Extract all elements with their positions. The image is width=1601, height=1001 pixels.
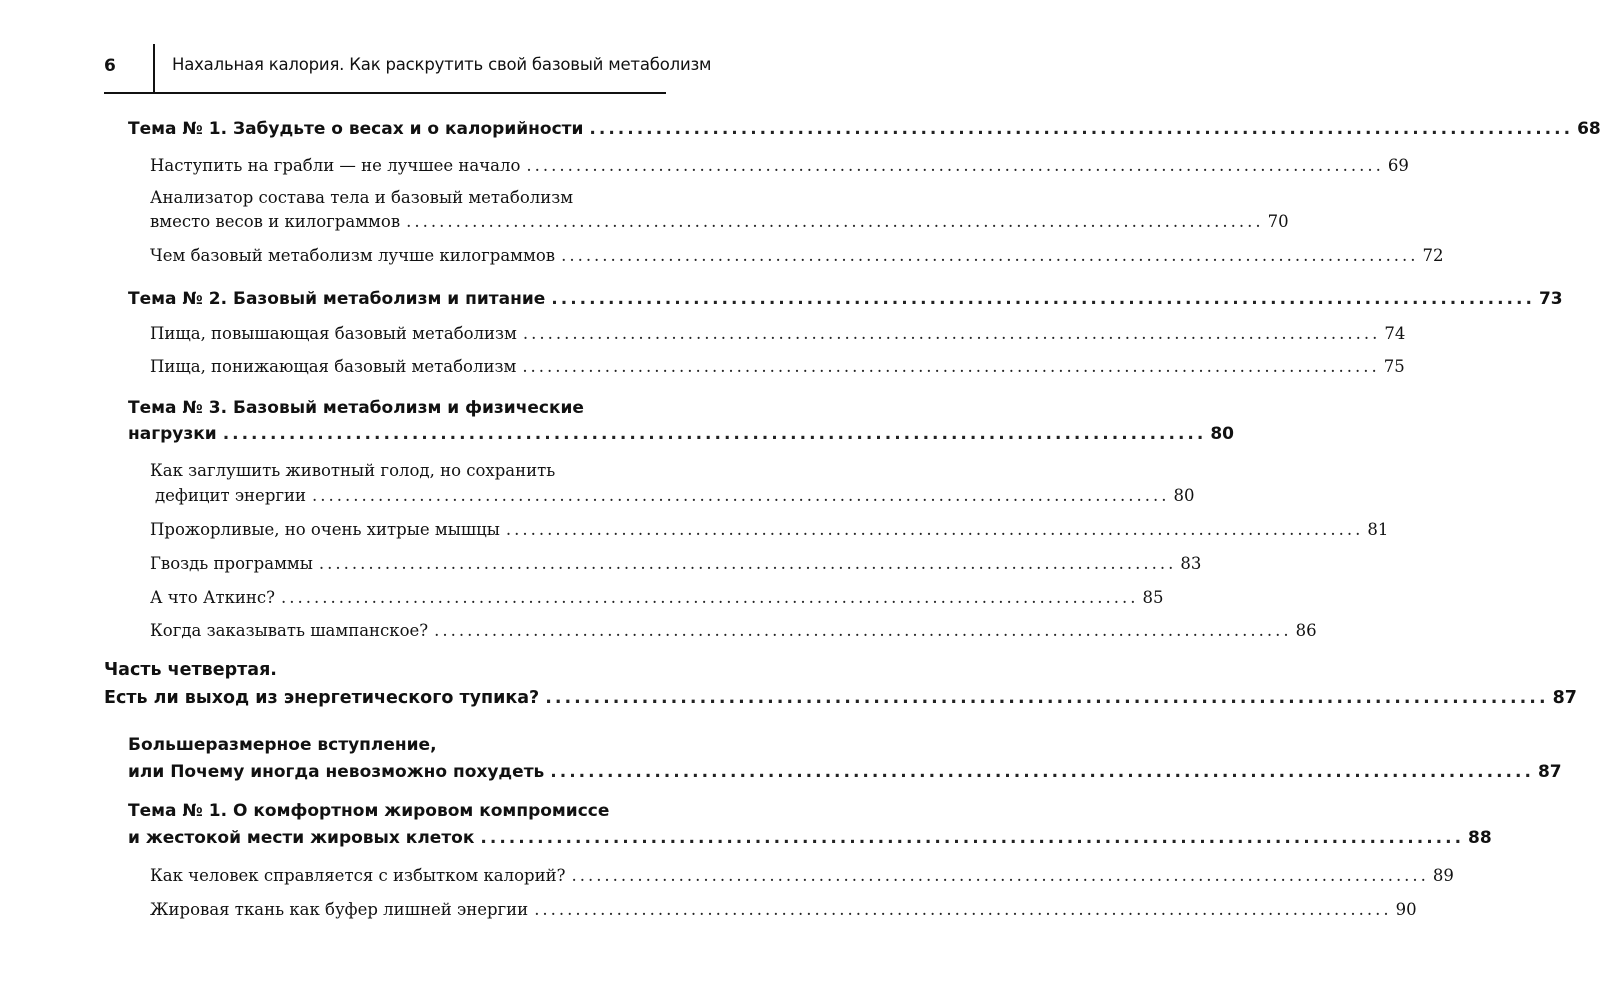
toc-page-number: 73 (1538, 289, 1563, 309)
toc-page-number: 89 (1432, 866, 1454, 885)
toc-page-number: 90 (1395, 900, 1417, 919)
toc-entry-title: вместо весов и килограммов (150, 212, 401, 231)
toc-entry-title: Тема № 2. Базовый метаболизм и питание (128, 289, 546, 309)
page-header (0, 0, 768, 100)
toc-entry-title-line1: Большеразмерное вступление, (128, 735, 437, 755)
leader-dots: ........................................................................................................ (589, 119, 1574, 139)
toc-subentry[interactable] (150, 900, 1417, 919)
leader-dots: ........................................................................................................ (534, 900, 1392, 919)
toc-entry-title: Прожорливые, но очень хитрые мышцы (150, 520, 500, 539)
header-rule (104, 92, 666, 94)
toc-subentry[interactable] (150, 324, 1406, 343)
leader-dots: ........................................................................................................ (550, 762, 1534, 782)
toc-entry-title: А что Аткинс? (150, 588, 275, 607)
toc-subentry[interactable] (150, 588, 1164, 607)
toc-topic[interactable] (128, 762, 1562, 782)
toc-subentry[interactable] (150, 357, 1405, 376)
toc-entry-title: Гвоздь программы (150, 554, 313, 573)
toc-entry-title-line1: Анализатор состава тела и базовый метаболизм (150, 188, 574, 207)
toc-entry-title: Наступить на грабли — не лучшее начало (150, 156, 521, 175)
toc-entry-title: и жестокой мести жировых клеток (128, 828, 475, 848)
toc-topic[interactable] (128, 828, 1492, 848)
leader-dots: ........................................................................................................ (522, 324, 1381, 343)
toc-subentry[interactable] (150, 246, 1444, 265)
toc-subentry[interactable] (150, 621, 1317, 640)
toc-entry-title-line1: Тема № 3. Базовый метаболизм и физические (128, 398, 584, 418)
toc-page-number: 83 (1180, 554, 1202, 573)
toc-page-number: 88 (1468, 828, 1492, 848)
leader-dots: ........................................................................................................ (561, 246, 1419, 265)
leader-dots: ........................................................................................................ (280, 588, 1139, 607)
toc-part-title-line1: Часть четвертая. (104, 660, 277, 680)
leader-dots: ........................................................................................................ (522, 357, 1380, 376)
toc-page-number: 81 (1367, 520, 1389, 539)
toc-entry-title-line1: Как заглушить животный голод, но сохранить (150, 461, 556, 480)
toc-page-number: 80 (1210, 424, 1234, 444)
toc-page-number: 69 (1387, 156, 1409, 175)
leader-dots: ........................................................................................................ (551, 289, 1535, 309)
toc-subentry[interactable] (155, 486, 1195, 505)
toc-page-number: 87 (1537, 762, 1562, 782)
toc-page-number: 87 (1552, 688, 1577, 708)
leader-dots: ........................................................................................................ (318, 554, 1177, 573)
leader-dots: ........................................................................................................ (545, 688, 1549, 708)
toc-entry-title: Жировая ткань как буфер лишней энергии (150, 900, 529, 919)
running-title: Нахальная калория. Как раскрутить свой базовый метаболизм (172, 55, 712, 74)
toc-entry-title: Когда заказывать шампанское? (150, 621, 429, 640)
toc-subentry[interactable] (150, 156, 1409, 175)
toc-entry-title: дефицит энергии (155, 486, 307, 505)
toc-entry-title-line1: Тема № 1. О комфортном жировом компромиссе (128, 801, 610, 821)
toc-subentry[interactable] (150, 554, 1202, 573)
leader-dots: ........................................................................................................ (480, 828, 1465, 848)
toc-page-number: 70 (1267, 212, 1289, 231)
leader-dots: ........................................................................................................ (222, 424, 1207, 444)
leader-dots: ........................................................................................................ (505, 520, 1364, 539)
toc-entry-title: Чем базовый метаболизм лучше килограммов (150, 246, 556, 265)
header-divider-vertical (153, 44, 155, 92)
leader-dots: ........................................................................................................ (312, 486, 1170, 505)
toc-page-number: 75 (1383, 357, 1405, 376)
toc-part[interactable] (104, 688, 1577, 708)
toc-entry-title: нагрузки (128, 424, 217, 444)
leader-dots: ........................................................................................................ (434, 621, 1292, 640)
toc-entry-title: или Почему иногда невозможно похудеть (128, 762, 545, 782)
toc-entry-title: Есть ли выход из энергетического тупика? (104, 688, 540, 708)
leader-dots: ........................................................................................................ (571, 866, 1429, 885)
toc-entry-title: Как человек справляется с избытком калорий? (150, 866, 566, 885)
toc-entry-title: Пища, повышающая базовый метаболизм (150, 324, 517, 343)
toc-page-number: 85 (1142, 588, 1164, 607)
page-number: 6 (104, 56, 116, 76)
toc-page-number: 68 (1577, 119, 1601, 139)
toc-page-number: 74 (1384, 324, 1406, 343)
toc-entry-title: Пища, понижающая базовый метаболизм (150, 357, 517, 376)
toc-page-number: 86 (1295, 621, 1317, 640)
toc-subentry[interactable] (150, 520, 1389, 539)
leader-dots: ........................................................................................................ (526, 156, 1384, 175)
toc-entry-title: Тема № 1. Забудьте о весах и о калорийности (128, 119, 584, 139)
toc-subentry[interactable] (150, 866, 1454, 885)
toc-topic[interactable] (128, 424, 1234, 444)
toc-subentry[interactable] (150, 212, 1289, 231)
toc-topic[interactable] (128, 289, 1563, 309)
toc-topic[interactable] (128, 119, 1601, 139)
toc-page-number: 72 (1422, 246, 1444, 265)
toc-page-number: 80 (1173, 486, 1195, 505)
leader-dots: ........................................................................................................ (406, 212, 1264, 231)
